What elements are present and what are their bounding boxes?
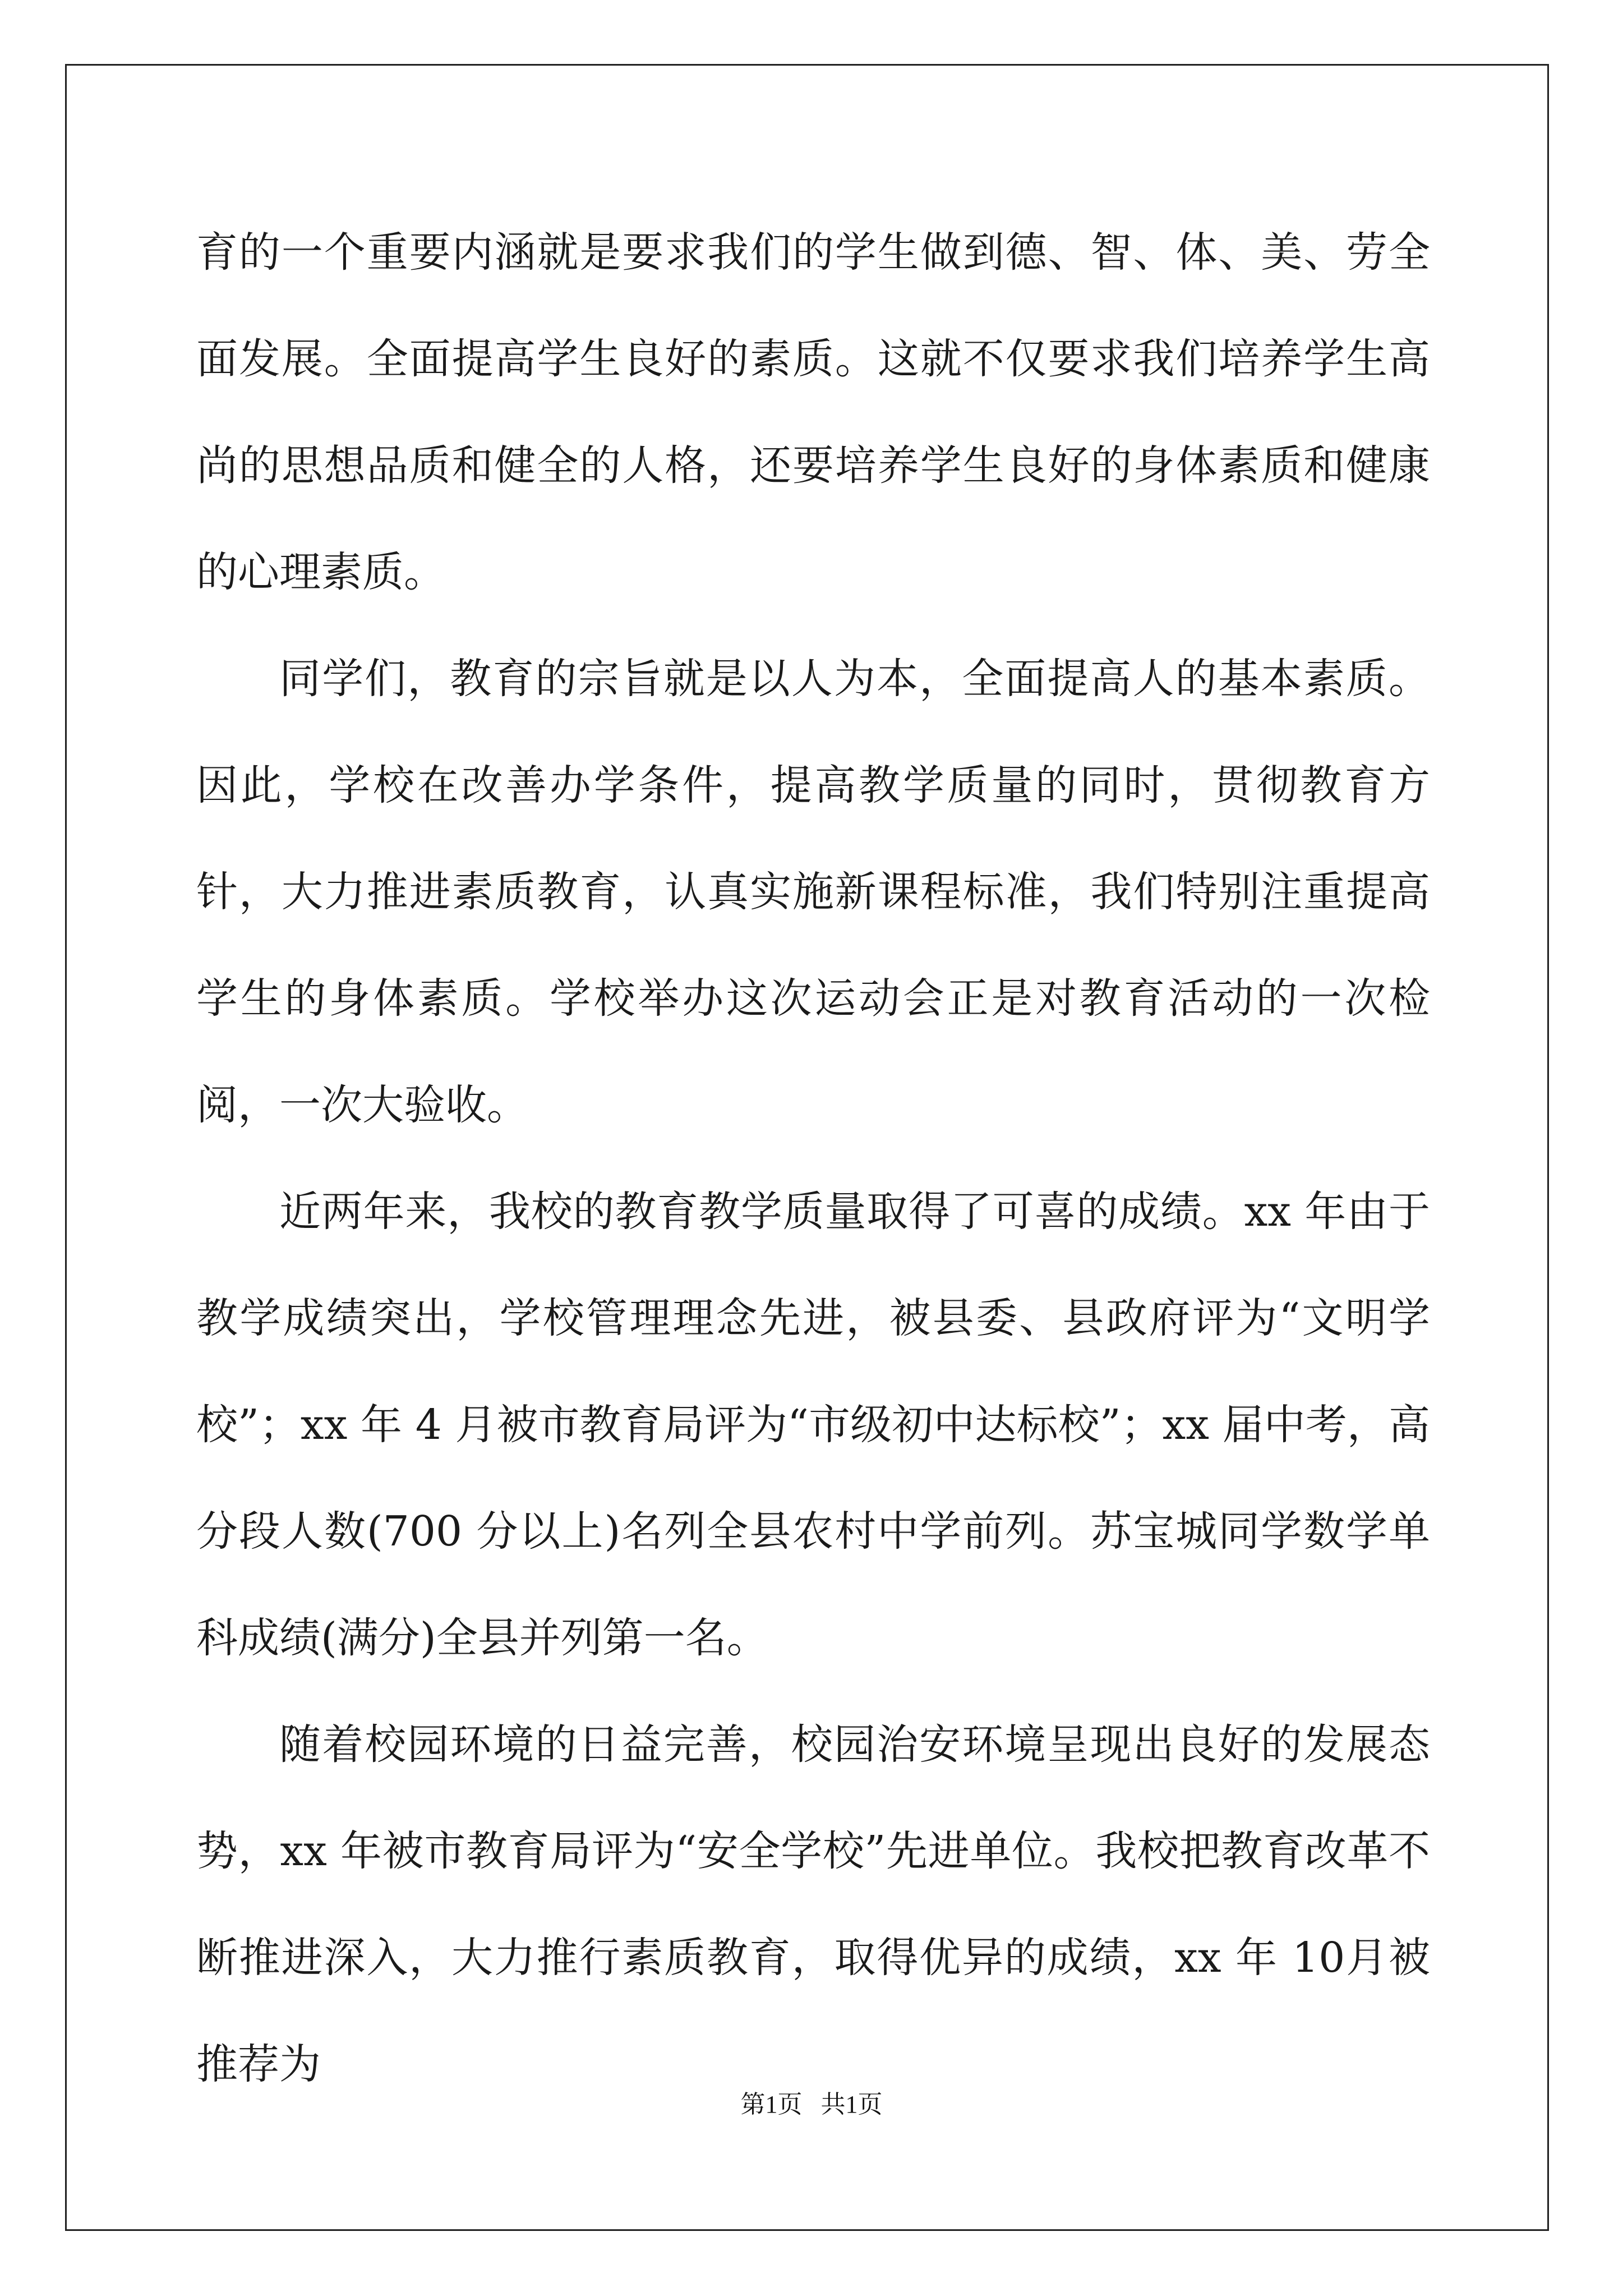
paragraph-4: 随着校园环境的日益完善，校园治安环境呈现出良好的发展态势，xx 年被市教育局评为“安全学校”先进单位。我校把教育改革不断推进深入，大力推行素质教育，取得优异的成绩，xx 年 10月被推荐为: [196, 1720, 1430, 2088]
paragraph-3: 近两年来，我校的教育教学质量取得了可喜的成绩。xx 年由于教学成绩突出，学校管理理念先进，被县委、县政府评为“文明学校”；xx 年 4 月被市教育局评为“市级初中达标校”；xx 届中考，高分段人数(700 分以上)名列全县农村中学前列。苏宝城同学数学单科成绩(满分)全县并列第一名。: [196, 1188, 1430, 1662]
page-footer: 第1页 共1页: [740, 2091, 883, 2118]
paragraph-1: 育的一个重要内涵就是要求我们的学生做到德、智、体、美、劳全面发展。全面提高学生良好的素质。这就不仅要求我们培养学生高尚的思想品质和健全的人格，还要培养学生良好的身体素质和健康的心理素质。: [196, 228, 1430, 596]
document-body: [196, 199, 1430, 2118]
paragraph-2: 同学们，教育的宗旨就是以人为本，全面提高人的基本素质。因此，学校在改善办学条件，提高教学质量的同时，贯彻教育方针，大力推进素质教育，认真实施新课程标准，我们特别注重提高学生的身体素质。学校举办这次运动会正是对教育活动的一次检阅，一次大验收。: [196, 655, 1430, 1129]
